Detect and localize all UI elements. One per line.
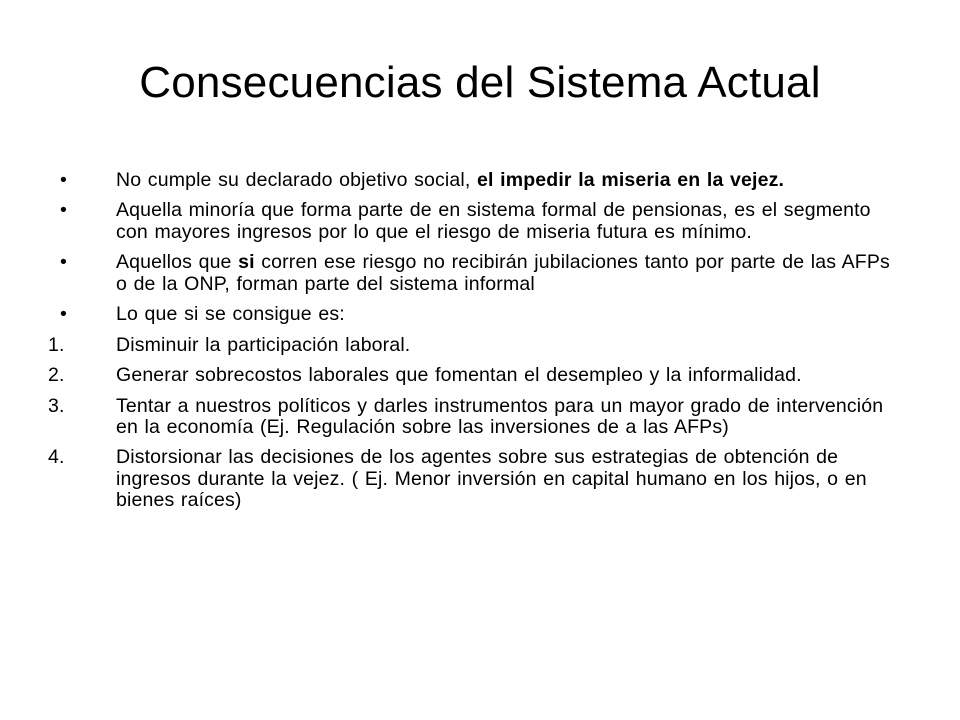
numbered-text: Disminuir la participación laboral. <box>116 333 411 356</box>
bold-phrase: el impedir la miseria en la vejez. <box>477 169 785 191</box>
number-marker: 4. <box>48 446 65 469</box>
number-marker: 2. <box>48 364 65 387</box>
bullet-marker: • <box>60 169 67 191</box>
numbered-item <box>48 335 903 356</box>
slide-body <box>48 170 903 521</box>
bullet-text: Aquellos que si corren ese riesgo no recibirán jubilaciones tanto por parte de las AFPs o de la ONP, forman parte del sistema informal <box>116 251 890 295</box>
numbered-text: Tentar a nuestros políticos y darles instrumentos para un mayor grado de intervención en la economía (Ej. Regulación sobre las inversiones de a las AFPs) <box>116 394 884 438</box>
number-marker: 1. <box>48 333 65 356</box>
bullet-text: Lo que si se consigue es: <box>116 303 345 326</box>
bullet-text: Aquella minoría que forma parte de en sistema formal de pensionas, es el segmento con mayores ingresos por lo que el riesgo de miseria futura es mínimo. <box>116 199 871 243</box>
bullet-marker: • <box>60 199 67 222</box>
slide-title: Consecuencias del Sistema Actual <box>139 58 821 107</box>
bullet-marker: • <box>60 303 67 326</box>
numbered-item <box>48 447 903 511</box>
numbered-text: Distorsionar las decisiones de los agentes sobre sus estrategias de obtención de ingresos durante la vejez. ( Ej. Menor inversión en capital humano en los hijos, o en bienes raíces) <box>116 446 867 512</box>
bullet-text: No cumple su declarado objetivo social, el impedir la miseria en la vejez. <box>116 169 785 191</box>
bullet-item <box>48 200 903 243</box>
bullet-item <box>48 252 903 295</box>
bullet-marker: • <box>60 251 67 274</box>
bullet-item <box>48 170 903 191</box>
number-marker: 3. <box>48 394 65 417</box>
numbered-item <box>48 396 903 439</box>
bold-phrase: si <box>238 251 255 274</box>
numbered-text: Generar sobrecostos laborales que fomentan el desempleo y la informalidad. <box>116 364 802 387</box>
numbered-item <box>48 365 903 386</box>
bullet-item <box>48 304 903 325</box>
